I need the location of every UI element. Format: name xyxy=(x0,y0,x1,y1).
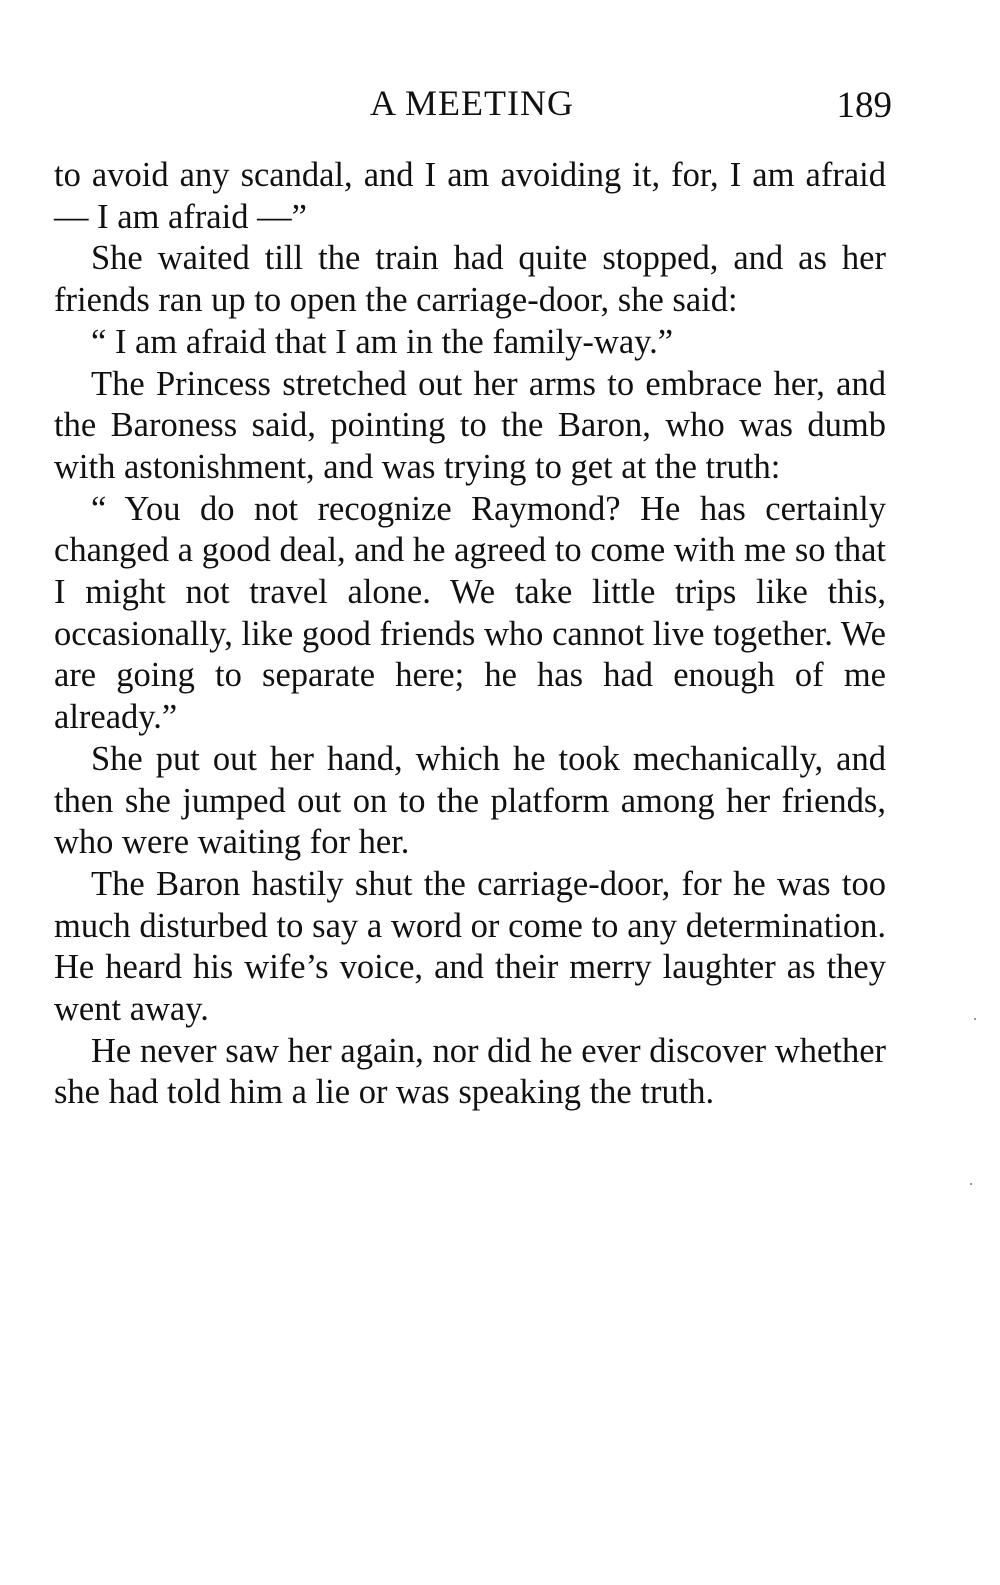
paragraph: She put out her hand, which he took mechanically, and then she jumped out on to the platform among her friends, who were waiting for her. xyxy=(54,739,886,862)
paragraph: She waited till the train had quite stopped, and as her friends ran up to open the carriage-door, she said: xyxy=(54,239,886,320)
scan-speck xyxy=(970,1183,972,1185)
paragraph: The Baron hastily shut the carriage-door, for he was too much disturbed to say a word or come to any determination. He heard his wife’s voice, and their merry laughter as they went away. xyxy=(54,864,886,1029)
scan-speck xyxy=(974,1018,976,1020)
chapter-title: A MEETING xyxy=(370,83,574,123)
body-text xyxy=(54,155,886,1114)
paragraph-dialogue: “ I am afraid that I am in the family-way.” xyxy=(91,322,674,361)
paragraph-dialogue: “ You do not recognize Raymond? He has certainly changed a good deal, and he agreed to come with me so that I might not travel alone. We take little trips like this, occasionally, like good friends who cannot live together. We are going to separate here; he has had enough of me already.” xyxy=(54,489,886,737)
paragraph: The Princess stretched out her arms to embrace her, and the Baroness said, pointing to the Baron, who was dumb with astonishment, and was trying to get at the truth: xyxy=(54,364,886,486)
paragraph-final: He never saw her again, nor did he ever discover whether she had told him a lie or was speaking the truth. xyxy=(54,1031,886,1112)
running-head xyxy=(0,82,1000,130)
page-number: 189 xyxy=(836,85,892,126)
paragraph-continued: to avoid any scandal, and I am avoiding it, for, I am afraid — I am afraid —” xyxy=(54,156,886,236)
